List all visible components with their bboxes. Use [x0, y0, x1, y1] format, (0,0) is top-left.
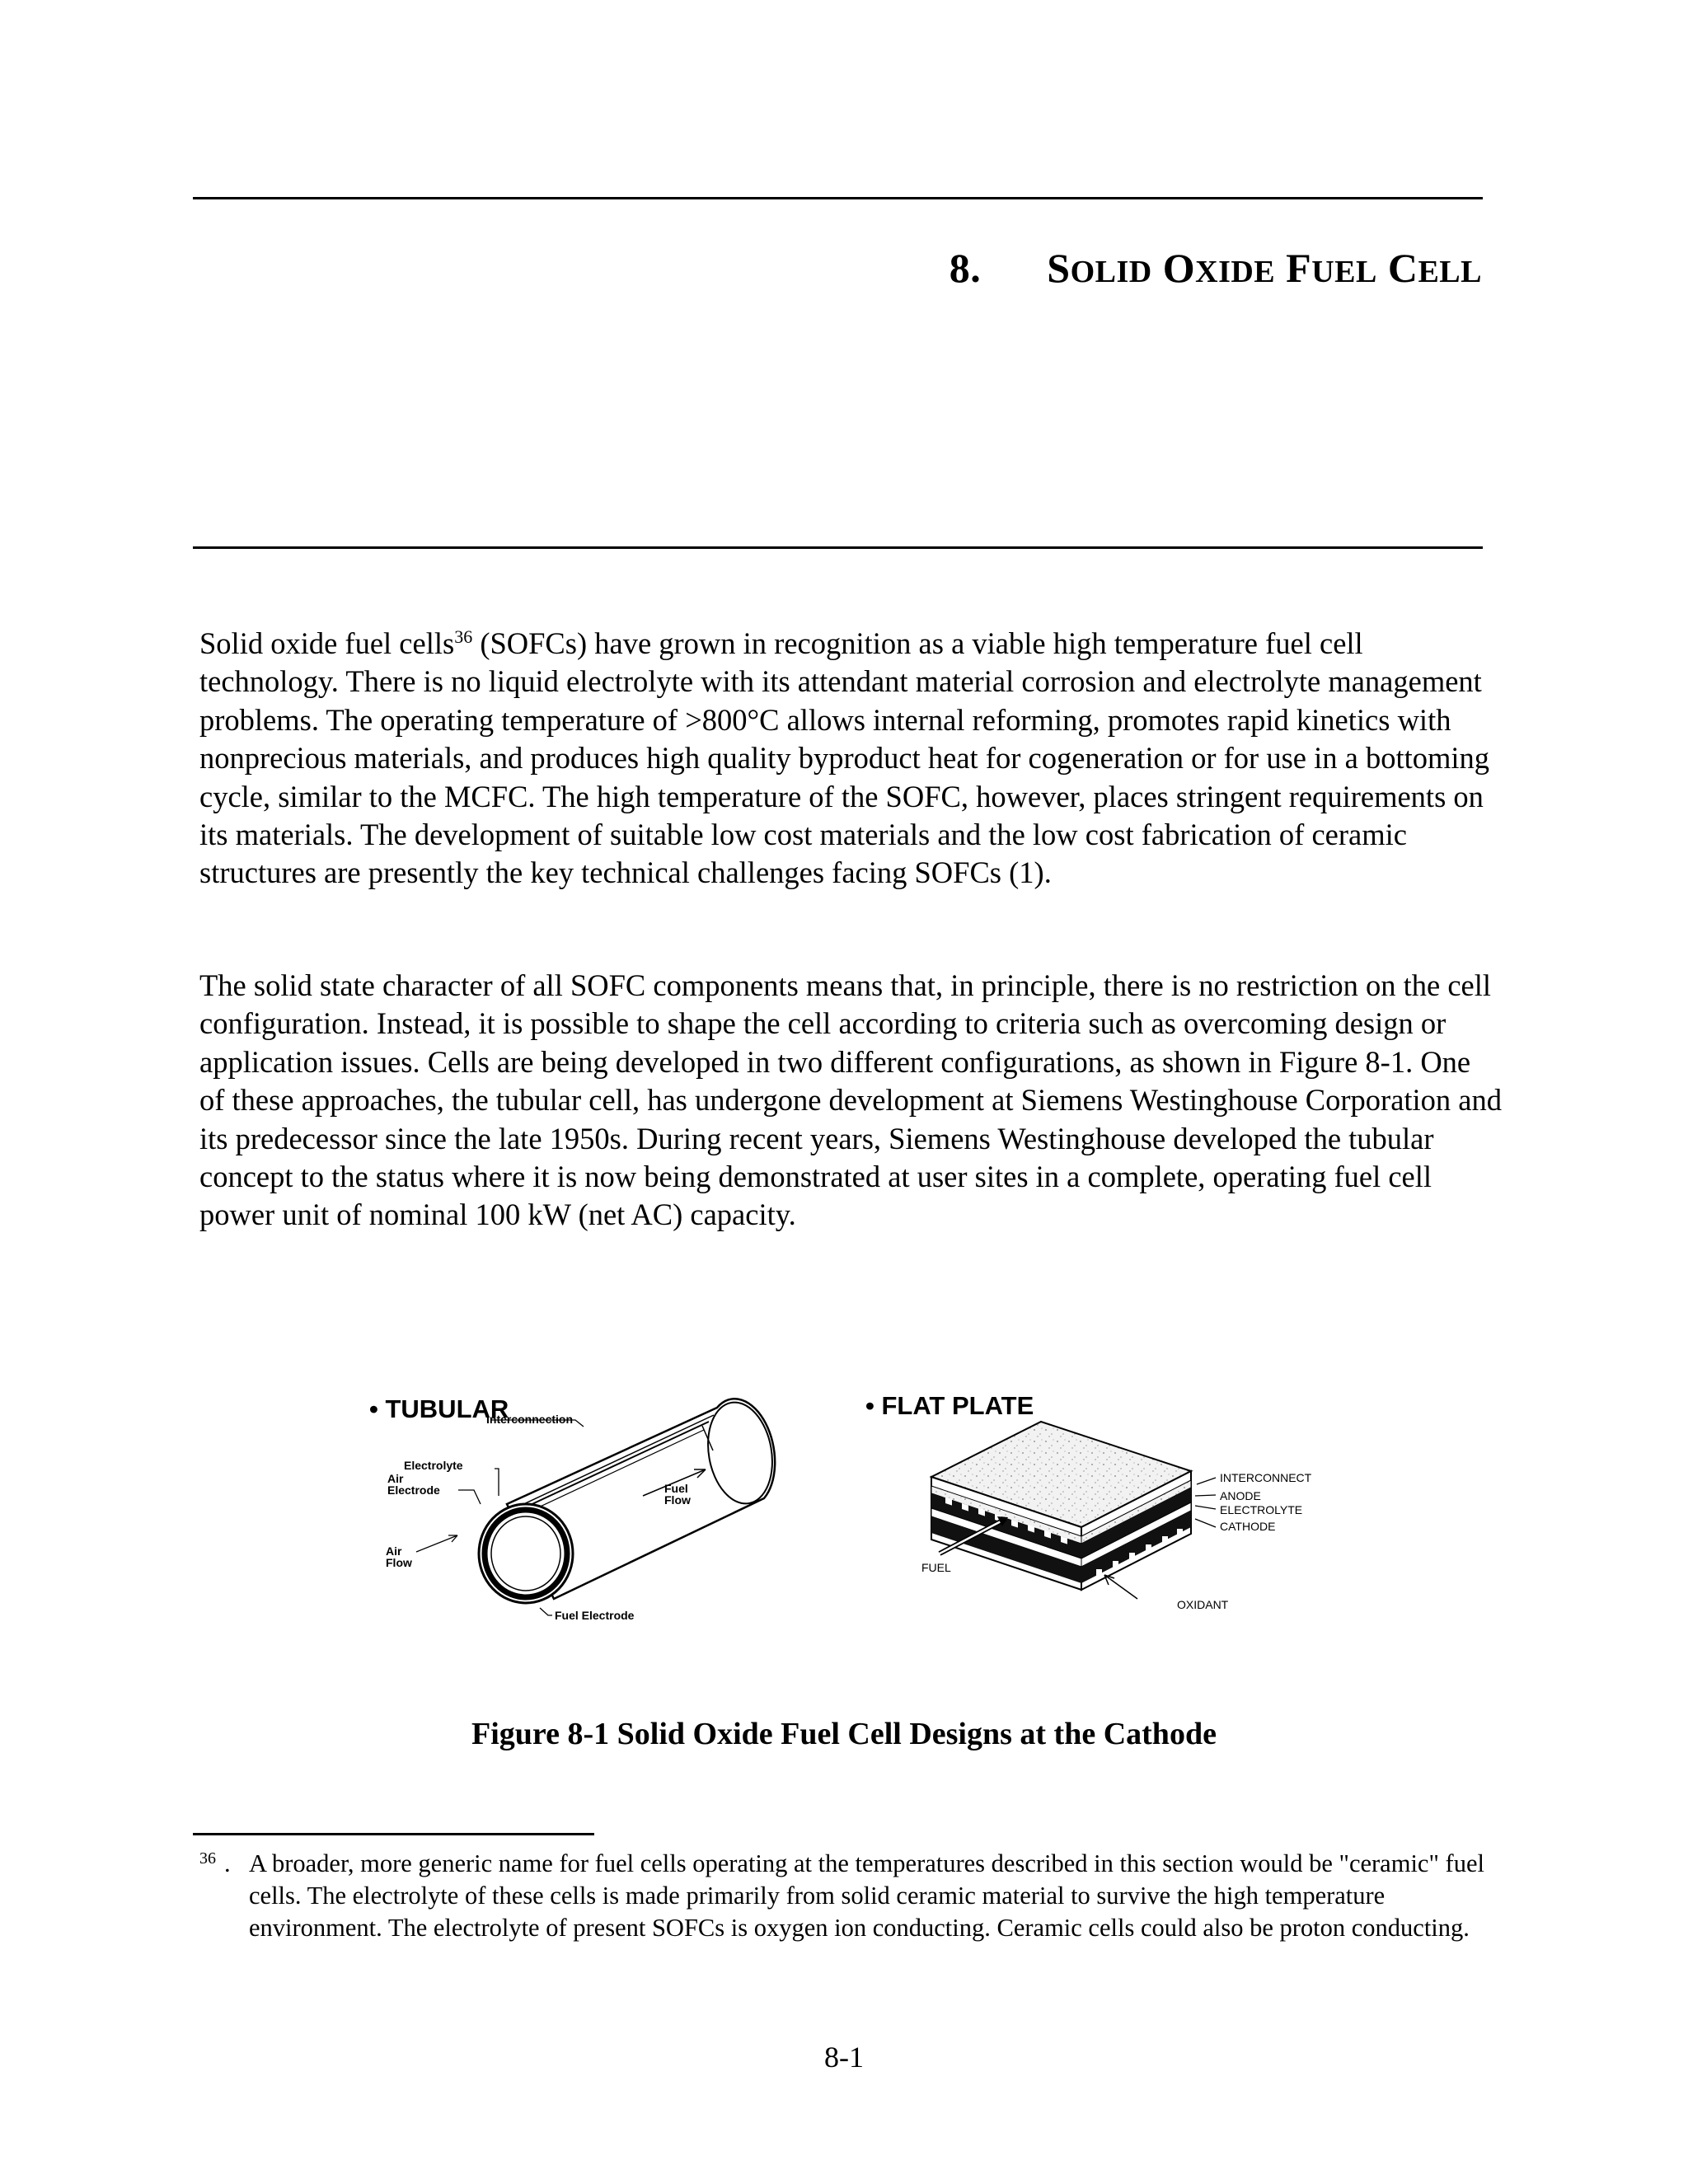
- label-air-electrode-1: Air: [387, 1472, 404, 1485]
- figure-8-1: [363, 1380, 1385, 1698]
- title-bottom-rule: [193, 546, 1483, 549]
- label-cathode: CATHODE: [1220, 1520, 1276, 1533]
- flat-plate-heading: • FLAT PLATE: [865, 1391, 1034, 1420]
- label-electrolyte-flat: ELECTROLYTE: [1220, 1503, 1303, 1516]
- footnote-dot: .: [224, 1849, 231, 1877]
- tubular-diagram: [369, 1394, 780, 1622]
- footnote-rule: [193, 1833, 594, 1835]
- label-oxidant: OXIDANT: [1177, 1598, 1229, 1611]
- body-paragraph-1: Solid oxide fuel cells$^{36}$ (SOFCs) have grown in recognition as a viable high temperature fuel cell technology. There is no liquid electrolyte with its attendant material corrosion and electrolyte management problems. The operating temperature of >800°C allows internal reforming, promotes rapid kinetics with nonprecious materials, and produces high quality byproduct heat for cogeneration or for use in a bottoming cycle, similar to the MCFC. The high temperature of the SOFC, however, places stringent requirements on its materials. The development of suitable low cost materials and the low cost fabrication of ceramic structures are presently the key technical challenges facing SOFCs (1).: [199, 626, 1490, 890]
- top-rule: [193, 197, 1483, 199]
- footnote: [199, 1848, 1485, 1944]
- tubular-heading: • TUBULAR: [369, 1394, 509, 1423]
- label-interconnect: INTERCONNECT: [1220, 1471, 1312, 1484]
- chapter-number: 8.: [949, 245, 982, 291]
- label-fuel: FUEL: [921, 1561, 951, 1574]
- label-fuel-electrode: Fuel Electrode: [555, 1609, 635, 1622]
- tube-cylinder: [479, 1397, 780, 1603]
- footnote-text: A broader, more generic name for fuel cells operating at the temperatures described in this section would be "ceramic" fuel cells. The electrolyte of these cells is made primarily from solid ceramic material to survive the high temperature environment. The electrolyte of present SOFCs is oxygen ion conducting. Ceramic cells could also be proton conducting.: [249, 1849, 1484, 1942]
- sofc-designs-diagram: [363, 1380, 1385, 1698]
- label-interconnection: Interconnection: [486, 1413, 574, 1426]
- label-anode: ANODE: [1220, 1489, 1261, 1502]
- chapter-title: 8. SOLID OXIDE FUEL CELL: [949, 245, 1482, 291]
- label-air-flow-1: Air: [386, 1544, 402, 1558]
- label-air-electrode-2: Electrode: [387, 1483, 440, 1497]
- label-fuel-flow-2: Flow: [664, 1493, 691, 1507]
- label-air-flow-2: Flow: [386, 1556, 412, 1569]
- flat-plate-stack: [931, 1422, 1191, 1590]
- flat-plate-diagram: [865, 1391, 1312, 1611]
- label-fuel-flow-1: Fuel: [664, 1482, 688, 1495]
- page-number: 8-1: [824, 2041, 864, 2074]
- label-electrolyte: Electrolyte: [404, 1459, 463, 1472]
- body-paragraph-2: The solid state character of all SOFC components means that, in principle, there is no restriction on the cell configuration. Instead, it is possible to shape the cell according to criteria such as overcoming design or application issues. Cells are being developed in two different configurations, as shown in Figure 8-1. One of these approaches, the tubular cell, has undergone development at Siemens Westinghouse Corporation and its predecessor since the late 1950s. During recent years, Siemens Westinghouse developed the tubular concept to the status where it is now being demonstrated at user sites in a complete, operating fuel cell power unit of nominal 100 kW (net AC) capacity.: [199, 968, 1502, 1232]
- figure-caption: Figure 8-1 Solid Oxide Fuel Cell Designs at the Cathode: [471, 1717, 1217, 1751]
- footnote-ref[interactable]: 36: [454, 626, 473, 647]
- footnote-number: 36: [199, 1849, 216, 1868]
